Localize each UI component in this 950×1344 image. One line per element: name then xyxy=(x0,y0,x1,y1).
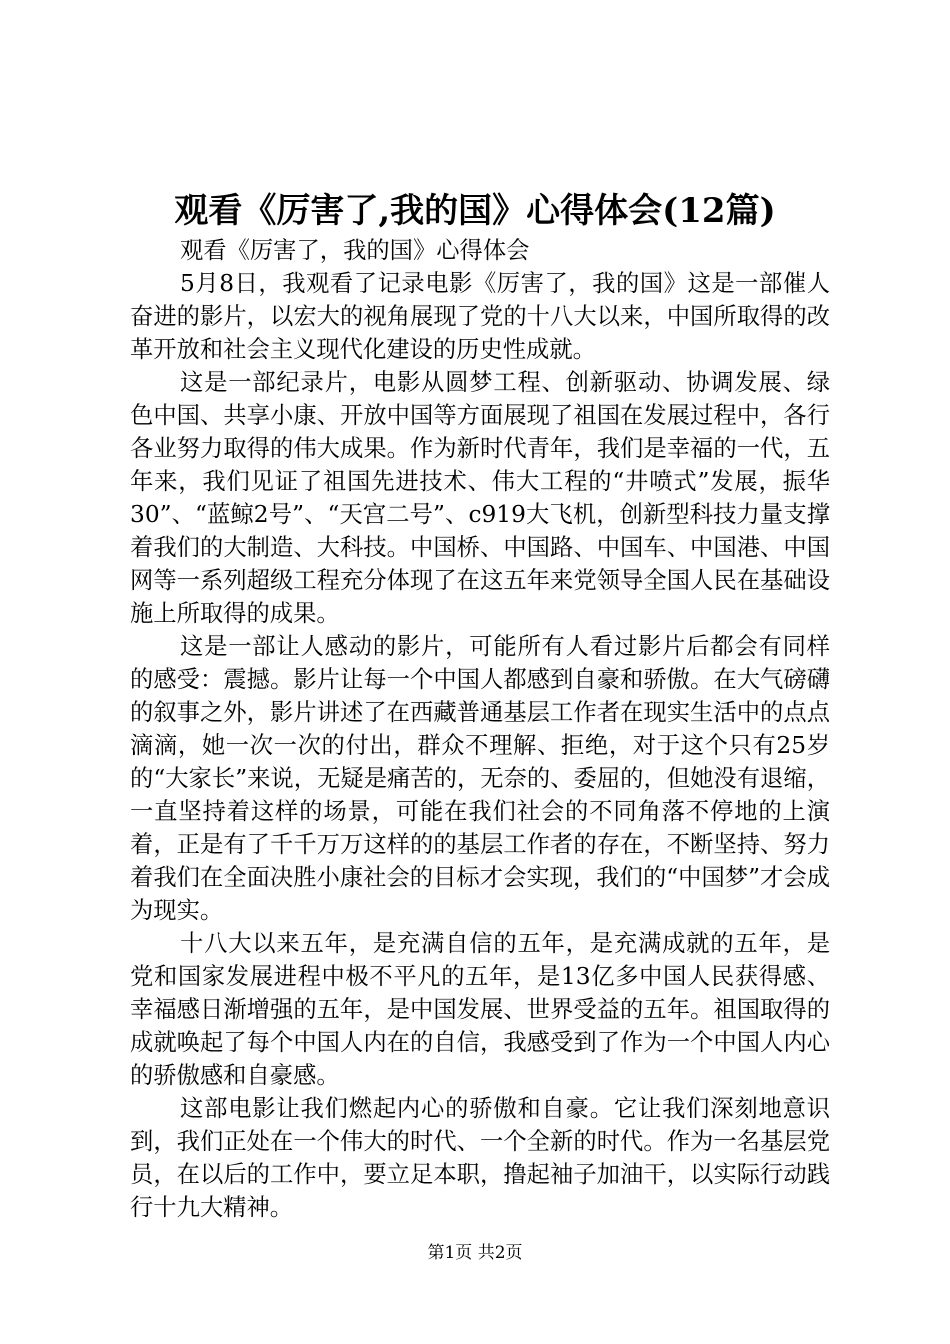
document-subtitle: 观看《厉害了，我的国》心得体会 xyxy=(180,237,530,264)
document-title: 观看《厉害了,我的国》心得体会(12篇) xyxy=(174,191,776,231)
document-body xyxy=(130,234,830,1224)
page-number-footer: 第1页 共2页 xyxy=(427,1243,523,1263)
paragraph: 5月8日，我观看了记录电影《厉害了，我的国》这是一部催人奋进的影片，以宏大的视角展现了党的十八大以来，中国所取得的改革开放和社会主义现代化建设的历史性成就。 xyxy=(130,270,830,363)
paragraph: 这是一部纪录片，电影从圆梦工程、创新驱动、协调发展、绿色中国、共享小康、开放中国等方面展现了祖国在发展过程中，各行各业努力取得的伟大成果。作为新时代青年，我们是幸福的一代，五年来，我们见证了祖国先进技术、伟大工程的“井喷式”发展，振华30”、“蓝鲸2号”、“天宫二号”、c919大飞机，创新型科技力量支撑着我们的大制造、大科技。中国桥、中国路、中国车、中国港、中国网等一系列超级工程充分体现了在这五年来党领导全国人民在基础设施上所取得的成果。 xyxy=(130,369,830,627)
paragraph: 这部电影让我们燃起内心的骄傲和自豪。它让我们深刻地意识到，我们正处在一个伟大的时代、一个全新的时代。作为一名基层党员，在以后的工作中，要立足本职，撸起袖子加油干，以实际行动践行十九大精神。 xyxy=(130,1095,830,1221)
paragraph: 十八大以来五年，是充满自信的五年，是充满成就的五年，是党和国家发展进程中极不平凡的五年，是13亿多中国人民获得感、幸福感日渐增强的五年，是中国发展、世界受益的五年。祖国取得的成就唤起了每个中国人内在的自信，我感受到了作为一个中国人内心的骄傲感和自豪感。 xyxy=(130,930,830,1089)
paragraph: 这是一部让人感动的影片，可能所有人看过影片后都会有同样的感受：震撼。影片让每一个中国人都感到自豪和骄傲。在大气磅礴的叙事之外，影片讲述了在西藏普通基层工作者在现实生活中的点点滴滴，她一次一次的付出，群众不理解、拒绝，对于这个只有25岁的“大家长”来说，无疑是痛苦的，无奈的、委屈的，但她没有退缩，一直坚持着这样的场景，可能在我们社会的不同角落不停地的上演着，正是有了千千万万这样的的基层工作者的存在，不断坚持、努力着我们在全面决胜小康社会的目标才会实现，我们的“中国梦”才会成为现实。 xyxy=(130,633,830,924)
